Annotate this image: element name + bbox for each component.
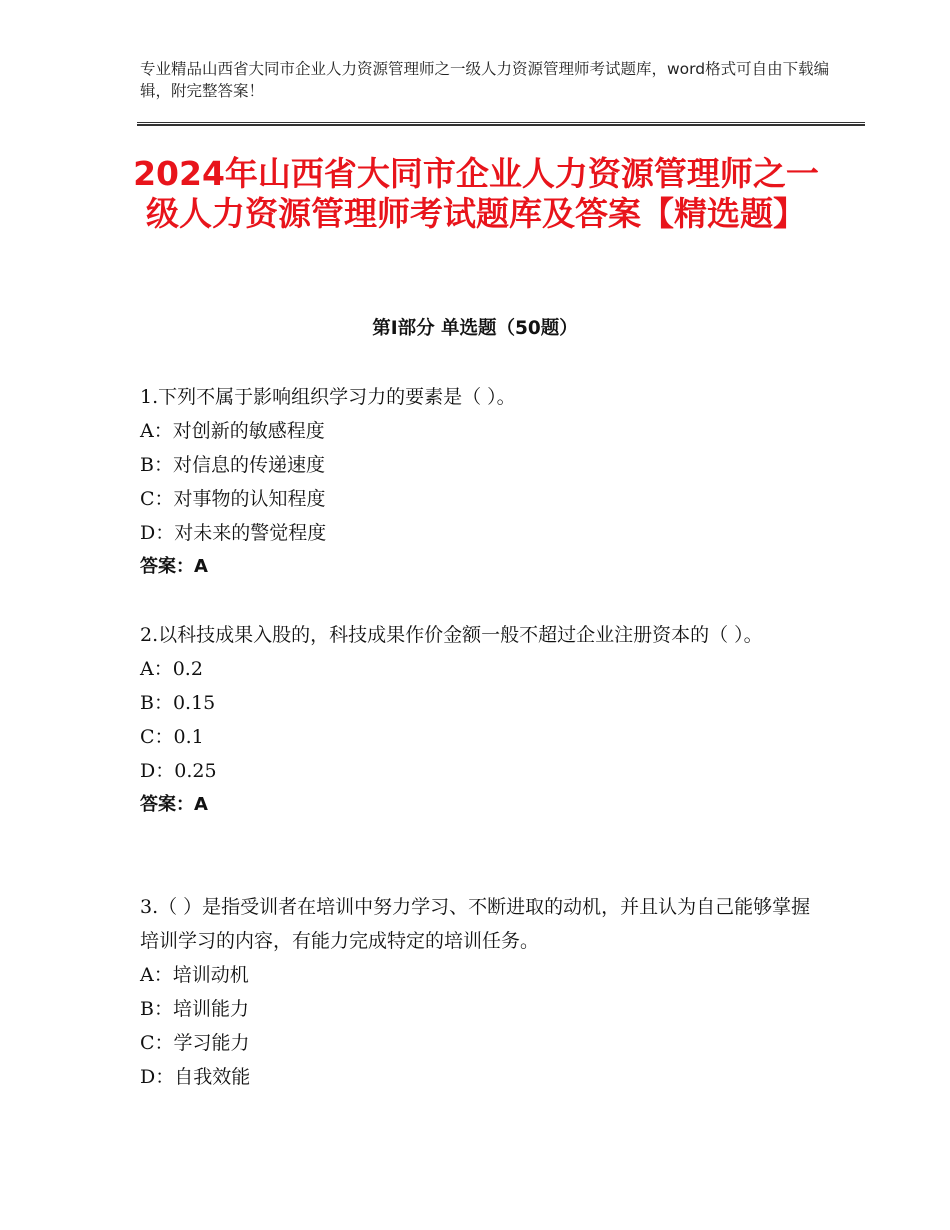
question-2 — [140, 618, 820, 822]
option-d: D：对未来的警觉程度 — [140, 522, 327, 544]
answer: 答案：A — [140, 794, 208, 815]
section-title: 第Ⅰ部分 单选题（50题） — [372, 318, 578, 339]
option-a: A：对创新的敏感程度 — [140, 420, 325, 442]
document-title: 2024年山西省大同市企业人力资源管理师之一级人力资源管理师考试题库及答案【精选题】 — [133, 154, 819, 233]
question-3 — [140, 890, 820, 1094]
option-c: C：对事物的认知程度 — [140, 488, 326, 510]
option-b: B：对信息的传递速度 — [140, 454, 325, 476]
question-1 — [140, 380, 820, 584]
header-divider — [137, 122, 865, 126]
answer: 答案：A — [140, 556, 208, 577]
option-d: D：0.25 — [140, 760, 217, 782]
option-a: A：0.2 — [140, 658, 203, 680]
option-a: A：培训动机 — [140, 964, 249, 986]
question-stem: 1.下列不属于影响组织学习力的要素是（ ）。 — [140, 386, 516, 408]
option-c: C：0.1 — [140, 726, 204, 748]
header-note: 专业精品山西省大同市企业人力资源管理师之一级人力资源管理师考试题库，word格式可自由下载编辑，附完整答案！ — [140, 60, 830, 100]
question-stem: 3.（ ）是指受训者在培训中努力学习、不断进取的动机，并且认为自己能够掌握培训学习的内容，有能力完成特定的培训任务。 — [140, 896, 811, 952]
option-b: B：0.15 — [140, 692, 216, 714]
option-b: B：培训能力 — [140, 998, 249, 1020]
question-stem: 2.以科技成果入股的，科技成果作价金额一般不超过企业注册资本的（ ）。 — [140, 624, 763, 646]
option-c: C：学习能力 — [140, 1032, 250, 1054]
option-d: D：自我效能 — [140, 1066, 251, 1088]
